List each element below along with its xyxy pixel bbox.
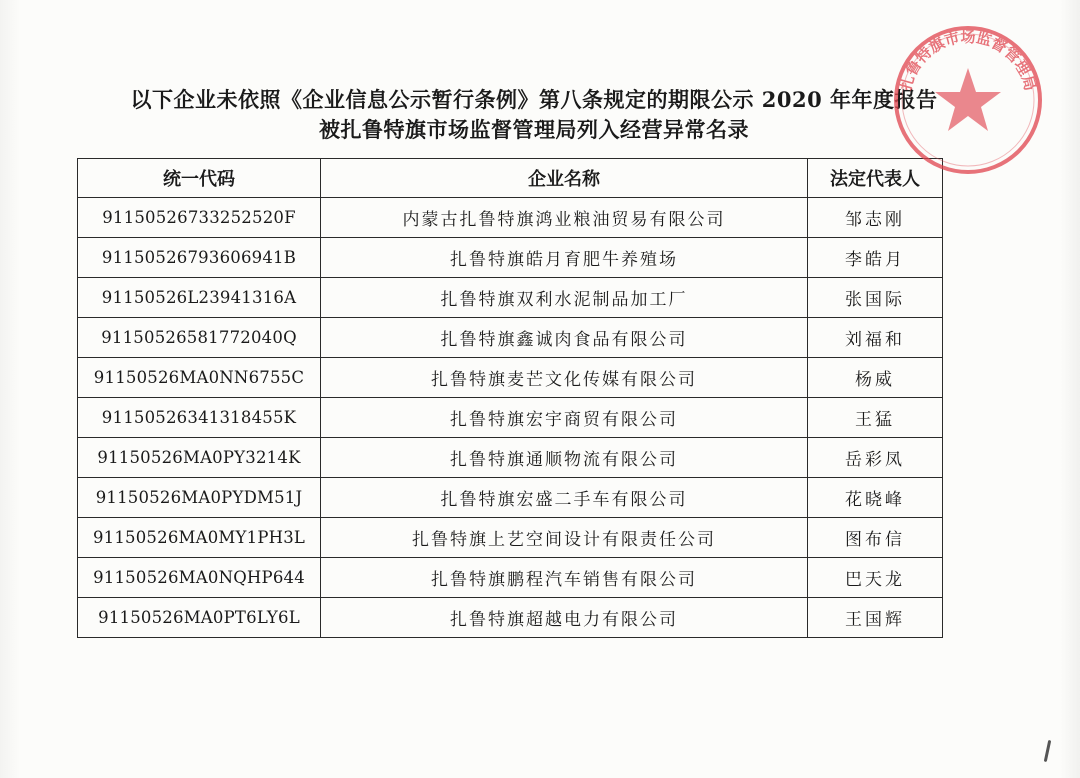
- cell-company-name: 扎鲁特旗鑫诚肉食品有限公司: [321, 318, 808, 358]
- cell-company-name: 扎鲁特旗通顺物流有限公司: [321, 438, 808, 478]
- cell-company-name: 扎鲁特旗麦芒文化传媒有限公司: [321, 358, 808, 398]
- cell-code: 91150526MA0PT6LY6L: [78, 598, 321, 638]
- cell-code: 91150526581772040Q: [78, 318, 321, 358]
- cell-legal-rep: 邹志刚: [808, 198, 943, 238]
- abnormal-operation-table: [77, 158, 943, 638]
- cell-code: 91150526MA0PY3214K: [78, 438, 321, 478]
- cell-company-name: 内蒙古扎鲁特旗鸿业粮油贸易有限公司: [321, 198, 808, 238]
- cell-code: 91150526341318455K: [78, 398, 321, 438]
- svg-text:扎鲁特旗市场监督管理局: 扎鲁特旗市场监督管理局: [896, 27, 1040, 93]
- table-row: [78, 278, 943, 318]
- cell-legal-rep: 花晓峰: [808, 478, 943, 518]
- cell-company-name: 扎鲁特旗双利水泥制品加工厂: [321, 278, 808, 318]
- header-code: 统一代码: [78, 159, 321, 198]
- cell-code: 91150526793606941B: [78, 238, 321, 278]
- cell-company-name: 扎鲁特旗上艺空间设计有限责任公司: [321, 518, 808, 558]
- cell-code: 91150526733252520F: [78, 198, 321, 238]
- table-row: [78, 558, 943, 598]
- cell-code: 91150526MA0NQHP644: [78, 558, 321, 598]
- pen-mark: [1044, 740, 1052, 762]
- table-row: [78, 518, 943, 558]
- cell-legal-rep: 巴天龙: [808, 558, 943, 598]
- cell-legal-rep: 岳彩凤: [808, 438, 943, 478]
- cell-code: 91150526MA0NN6755C: [78, 358, 321, 398]
- table-row: [78, 598, 943, 638]
- cell-code: 91150526L23941316A: [78, 278, 321, 318]
- table-row: [78, 438, 943, 478]
- cell-legal-rep: 张国际: [808, 278, 943, 318]
- cell-code: 91150526MA0PYDM51J: [78, 478, 321, 518]
- table-row: [78, 398, 943, 438]
- cell-legal-rep: 图布信: [808, 518, 943, 558]
- table-row: [78, 358, 943, 398]
- table-header-row: [78, 159, 943, 198]
- cell-company-name: 扎鲁特旗超越电力有限公司: [321, 598, 808, 638]
- cell-company-name: 扎鲁特旗皓月育肥牛养殖场: [321, 238, 808, 278]
- cell-legal-rep: 刘福和: [808, 318, 943, 358]
- cell-company-name: 扎鲁特旗鹏程汽车销售有限公司: [321, 558, 808, 598]
- cell-legal-rep: 李皓月: [808, 238, 943, 278]
- table-row: [78, 198, 943, 238]
- cell-company-name: 扎鲁特旗宏宇商贸有限公司: [321, 398, 808, 438]
- cell-legal-rep: 王猛: [808, 398, 943, 438]
- document-title-line-2: 被扎鲁特旗市场监督管理局列入经营异常名录: [319, 117, 749, 142]
- cell-company-name: 扎鲁特旗宏盛二手车有限公司: [321, 478, 808, 518]
- table-row: [78, 318, 943, 358]
- cell-legal-rep: 杨威: [808, 358, 943, 398]
- cell-code: 91150526MA0MY1PH3L: [78, 518, 321, 558]
- table-row: [78, 478, 943, 518]
- cell-legal-rep: 王国辉: [808, 598, 943, 638]
- official-seal: [888, 20, 1048, 180]
- table-row: [78, 238, 943, 278]
- header-rep: 法定代表人: [808, 159, 943, 198]
- document-title-line-1: 以下企业未依照《企业信息公示暂行条例》第八条规定的期限公示 2020 年年度报告: [130, 87, 938, 112]
- header-name: 企业名称: [321, 159, 808, 198]
